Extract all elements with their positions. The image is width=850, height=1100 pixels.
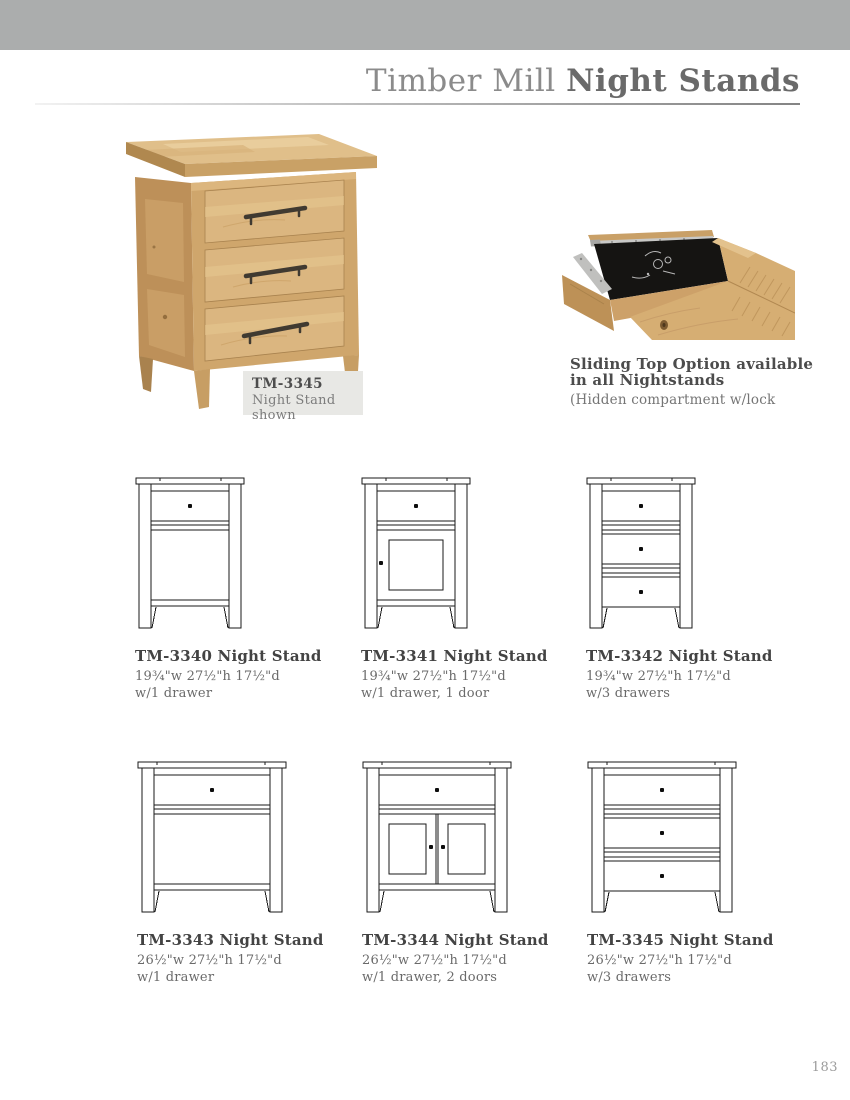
sliding-top-heading-line1: Sliding Top Option available xyxy=(570,355,814,373)
hero-caption-box xyxy=(243,371,363,423)
product-dimensions: 26½"w 27½"h 17½"d xyxy=(137,953,282,968)
product-name: TM-3340 Night Stand xyxy=(135,647,322,665)
product-configuration: w/3 drawers xyxy=(587,969,672,985)
product-name: TM-3345 Night Stand xyxy=(587,931,774,949)
product-configuration: w/3 drawers xyxy=(586,685,671,701)
page-title-category: Night Stands xyxy=(566,63,800,99)
product-cell-tm-3344 xyxy=(362,761,549,986)
title-rule xyxy=(35,103,800,105)
product-name: TM-3344 Night Stand xyxy=(362,931,549,949)
product-name: TM-3343 Night Stand xyxy=(137,931,324,949)
product-cell-tm-3341 xyxy=(361,477,548,702)
page-title-collection: Timber Mill xyxy=(365,63,567,99)
product-name: TM-3342 Night Stand xyxy=(586,647,773,665)
product-dimensions: 26½"w 27½"h 17½"d xyxy=(587,953,732,968)
nightstand-line-drawing xyxy=(362,761,549,917)
product-dimensions: 19¾"w 27½"h 17½"d xyxy=(361,669,506,684)
product-configuration: w/1 drawer, 1 door xyxy=(361,685,490,701)
page-number: 183 xyxy=(811,1060,838,1075)
sliding-top-photo xyxy=(560,227,795,340)
nightstand-line-drawing xyxy=(587,761,774,917)
nightstand-line-drawing xyxy=(586,477,773,633)
product-cell-tm-3342 xyxy=(586,477,773,702)
product-configuration: w/1 drawer xyxy=(137,969,215,985)
nightstand-line-drawing xyxy=(137,761,324,917)
product-cell-tm-3340 xyxy=(135,477,322,702)
nightstand-line-drawing xyxy=(135,477,322,633)
product-dimensions: 19¾"w 27½"h 17½"d xyxy=(135,669,280,684)
product-configuration: w/1 drawer xyxy=(135,685,213,701)
sliding-top-heading-line2: in all Nightstands xyxy=(570,371,725,389)
sliding-top-caption xyxy=(570,356,820,408)
product-dimensions: 19¾"w 27½"h 17½"d xyxy=(586,669,731,684)
hero-caption-text: Night Stand shown xyxy=(252,393,336,423)
hero-model-number: TM-3345 xyxy=(252,376,323,392)
product-name: TM-3341 Night Stand xyxy=(361,647,548,665)
header-bar xyxy=(0,0,850,50)
product-dimensions: 26½"w 27½"h 17½"d xyxy=(362,953,507,968)
product-cell-tm-3343 xyxy=(137,761,324,986)
product-configuration: w/1 drawer, 2 doors xyxy=(362,969,498,985)
product-cell-tm-3345 xyxy=(587,761,774,986)
sliding-top-note: (Hidden compartment w/lock xyxy=(570,392,776,408)
nightstand-line-drawing xyxy=(361,477,548,633)
sliding-top-illustration xyxy=(560,227,795,340)
page-title xyxy=(366,64,800,98)
